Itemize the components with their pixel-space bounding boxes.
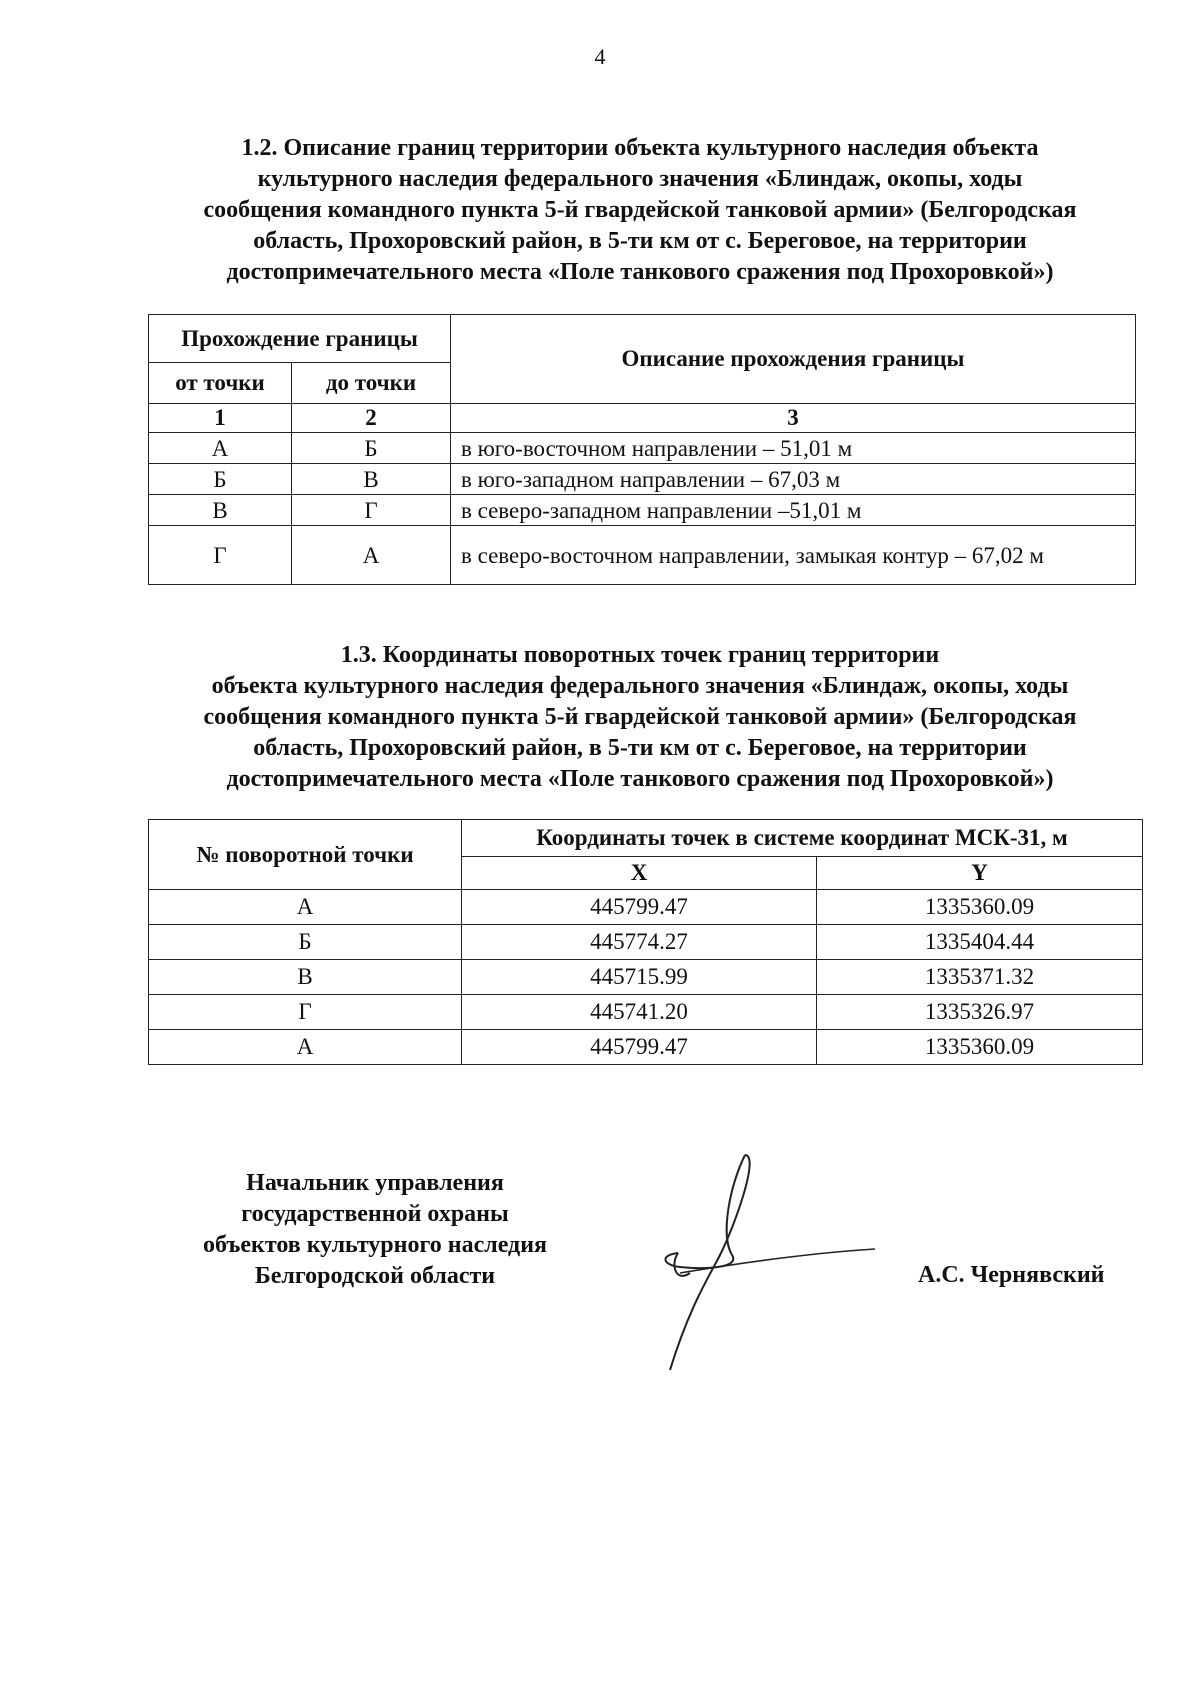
table-row — [149, 1030, 1143, 1065]
heading-line: достопримечательного места «Поле танкового сражения под Прохоровкой») — [226, 259, 1054, 285]
from-point-cell: Г — [149, 526, 292, 585]
header-from-point: от точки — [149, 363, 292, 404]
description-cell: в юго-восточном направлении – 51,01 м — [451, 433, 1136, 464]
from-point-cell: А — [149, 433, 292, 464]
description-cell: в северо-западном направлении –51,01 м — [451, 495, 1136, 526]
boundary-description-table — [148, 314, 1136, 585]
column-number: 3 — [451, 404, 1136, 433]
table-row — [149, 495, 1136, 526]
signatory-name: А.С. Чернявский — [918, 1262, 1105, 1288]
to-point-cell: А — [292, 526, 451, 585]
table-row — [149, 433, 1136, 464]
x-coordinate-cell: 445774.27 — [462, 925, 817, 960]
coordinates-table — [148, 819, 1143, 1065]
x-coordinate-cell: 445715.99 — [462, 960, 817, 995]
column-number: 1 — [149, 404, 292, 433]
heading-line: сообщения командного пункта 5-й гвардейской танковой армии» (Белгородская — [203, 197, 1077, 223]
description-cell: в юго-западном направлении – 67,03 м — [451, 464, 1136, 495]
description-cell: в северо-восточном направлении, замыкая контур – 67,02 м — [451, 526, 1136, 585]
header-y: Y — [817, 857, 1143, 890]
heading-line: область, Прохоровский район, в 5-ти км от с. Береговое, на территории — [253, 735, 1027, 761]
point-cell: Г — [149, 995, 462, 1030]
y-coordinate-cell: 1335371.32 — [817, 960, 1143, 995]
header-coordinates: Координаты точек в системе координат МСК-31, м — [462, 820, 1143, 857]
header-boundary-description: Описание прохождения границы — [451, 315, 1136, 404]
position-line: объектов культурного наследия — [202, 1232, 548, 1258]
column-number: 2 — [292, 404, 451, 433]
point-cell: В — [149, 960, 462, 995]
position-line: Начальник управления — [246, 1170, 504, 1196]
header-point-number: № поворотной точки — [149, 820, 462, 890]
table-row — [149, 925, 1143, 960]
header-boundary-passage: Прохождение границы — [149, 315, 451, 363]
signatory-position — [160, 1168, 590, 1292]
heading-line: 1.2. Описание границ территории объекта культурного наследия объекта — [241, 135, 1039, 161]
position-line: государственной охраны — [241, 1201, 509, 1227]
x-coordinate-cell: 445799.47 — [462, 1030, 817, 1065]
table-row — [149, 526, 1136, 585]
point-cell: А — [149, 890, 462, 925]
x-coordinate-cell: 445799.47 — [462, 890, 817, 925]
header-to-point: до точки — [292, 363, 451, 404]
table-row — [149, 995, 1143, 1030]
y-coordinate-cell: 1335404.44 — [817, 925, 1143, 960]
heading-line: достопримечательного места «Поле танкового сражения под Прохоровкой») — [226, 766, 1054, 792]
position-line: Белгородской области — [254, 1263, 496, 1289]
heading-line: область, Прохоровский район, в 5-ти км от с. Береговое, на территории — [253, 228, 1027, 254]
point-cell: Б — [149, 925, 462, 960]
to-point-cell: Б — [292, 433, 451, 464]
from-point-cell: В — [149, 495, 292, 526]
table-row — [149, 960, 1143, 995]
column-numbers-row — [149, 404, 1136, 433]
handwritten-signature — [650, 1145, 890, 1375]
heading-line: культурного наследия федерального значения «Блиндаж, окопы, ходы — [257, 166, 1023, 192]
section-1-3-heading — [150, 640, 1130, 795]
y-coordinate-cell: 1335360.09 — [817, 1030, 1143, 1065]
x-coordinate-cell: 445741.20 — [462, 995, 817, 1030]
header-x: X — [462, 857, 817, 890]
heading-line: 1.3. Координаты поворотных точек границ территории — [340, 642, 940, 668]
page-number: 4 — [594, 44, 606, 69]
point-cell: А — [149, 1030, 462, 1065]
section-1-2-heading — [150, 133, 1130, 288]
to-point-cell: В — [292, 464, 451, 495]
to-point-cell: Г — [292, 495, 451, 526]
from-point-cell: Б — [149, 464, 292, 495]
y-coordinate-cell: 1335360.09 — [817, 890, 1143, 925]
table-row — [149, 890, 1143, 925]
table-row — [149, 464, 1136, 495]
heading-line: сообщения командного пункта 5-й гвардейской танковой армии» (Белгородская — [203, 704, 1077, 730]
y-coordinate-cell: 1335326.97 — [817, 995, 1143, 1030]
heading-line: объекта культурного наследия федерального значения «Блиндаж, окопы, ходы — [211, 673, 1069, 699]
